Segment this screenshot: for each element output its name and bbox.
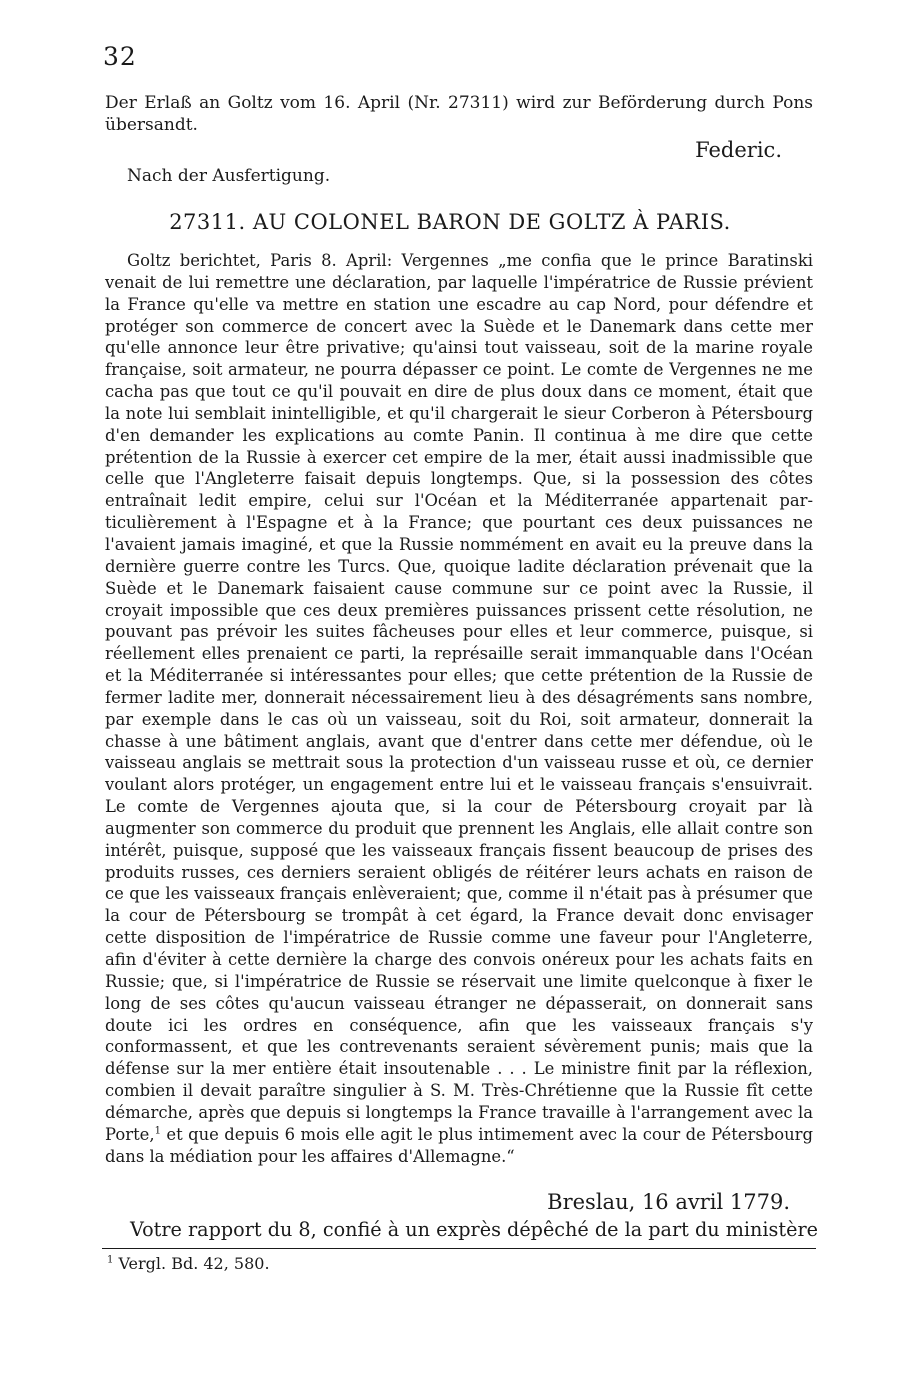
report-body — [105, 250, 813, 1167]
source-note: Nach der Ausfertigung. — [127, 166, 331, 186]
report-text-main: Goltz berichtet, Paris 8. April: Vergennes „me confia que le prince Baratinski venait de lui remettre une déclaration, par laquelle l'impératrice de Russie prévient la France qu'elle va mettre en station une escadre au cap Nord, pour défendre et protéger son commerce de concert avec la Suède et le Danemark dans cette mer qu'elle annonce leur être privative; qu'ainsi tout vaisseau, soit de la marine royale française, soit armateur, ne pourra dépasser ce point. Le comte de Vergennes ne me cacha pas que tout ce qu'il pouvait en dire de plus doux dans ce moment, était que la note lui semblait inintelligible, et qu'il chargerait le sieur Corberon à Pétersbourg d'en demander les explications au comte Panin. Il continua à me dire que cette prétention de la Russie à exercer cet empire de la mer, était aussi inadmissible que celle que l'Angleterre faisait depuis longtemps. Que, si la possession des côtes entraînait ledit empire, celui sur l'Océan et la Méditerranée appartenait particulièrement à l'Espagne et à la France; que pourtant ces deux puissances ne l'avaient jamais imaginé, et que la Russie nommément en avait eu la preuve dans la dernière guerre contre les Turcs. Que, quoique ladite déclaration prévenait que la Suède et le Danemark faisaient cause commune sur ce point avec la Russie, il croyait impossible que ces deux premières puissances prissent cette résolution, ne pouvant pas prévoir les suites fâcheuses pour elles et leur commerce, puisque, si réellement elles prenaient ce parti, la représaille serait immanquable dans l'Océan et la Méditerranée si intéressantes pour elles; que cette prétention de la Russie de fermer ladite mer, donnerait nécessairement lieu à des désagréments sans nombre, par exemple dans le cas où un vaisseau, soit du Roi, soit armateur, donnerait la chasse à une bâtiment anglais, avant que d'entrer dans cette mer défendue, où le vaisseau anglais se mettrait sous la protection d'un vaisseau russe et où, ce dernier voulant alors protéger, un engagement entre lui et le vaisseau français s'ensuivrait. Le comte de Vergennes ajouta que, si la cour de Pétersbourg croyait par là augmenter son commerce du produit que prennent les Anglais, elle allait contre son intérêt, puisque, supposé que les vaisseaux français fissent beaucoup de prises des produits russes, ces derniers seraient obligés de réitérer leurs achats en raison de ce que les vaisseaux français enlèveraient; que, comme il n'était pas à présumer que la cour de Pétersbourg se trompât à cet égard, la France devait donc envisager cette disposition de l'impératrice de Russie comme une faveur pour l'Angleterre, afin d'éviter à cette dernière la charge des convois onéreux pour les achats faits en Russie; que, si l'impératrice de Russie se réservait une limite quelconque à fixer le long de ses côtes qu'aucun vaisseau étranger ne dépasserait, on donnerait sans doute ici les ordres en conséquence, afin que les vaisseaux français s'y conformassent, et que les contrevenants seraient sévèrement punis; mais que la défense sur la mer entière était insoutenable . . . Le ministre finit par la réflexion, combien il devait paraître singulier à S. M. Très-Chrétienne que la Russie fît cette démarche, après que depuis si longtemps la France travaille à l'arrangement avec la Porte, — [105, 251, 813, 1144]
footnote — [107, 1254, 270, 1273]
letter-heading: 27311. AU COLONEL BARON DE GOLTZ À PARIS. — [169, 210, 731, 234]
report-text-end: et que depuis 6 mois elle agit le plus intimement avec la cour de Pétersbourg dans la médiation pour les affaires d'Allemagne.“ — [105, 1124, 813, 1166]
footnote-marker: 1 — [107, 1254, 114, 1266]
reply-opening-line: Votre rapport du 8, confié à un exprès dépêché de la part du ministère — [130, 1218, 818, 1241]
page-number: 32 — [103, 42, 137, 71]
intro-note: Der Erlaß an Goltz vom 16. April (Nr. 27311) wird zur Beförderung durch Pons übersandt. — [105, 93, 813, 135]
signature-federic: Federic. — [695, 138, 782, 162]
date-line: Breslau, 16 avril 1779. — [547, 1190, 790, 1214]
report-paragraph — [105, 250, 813, 1167]
footnote-reference: 1 — [154, 1125, 161, 1137]
footnote-divider — [102, 1248, 816, 1249]
footnote-text: Vergl. Bd. 42, 580. — [113, 1254, 270, 1273]
